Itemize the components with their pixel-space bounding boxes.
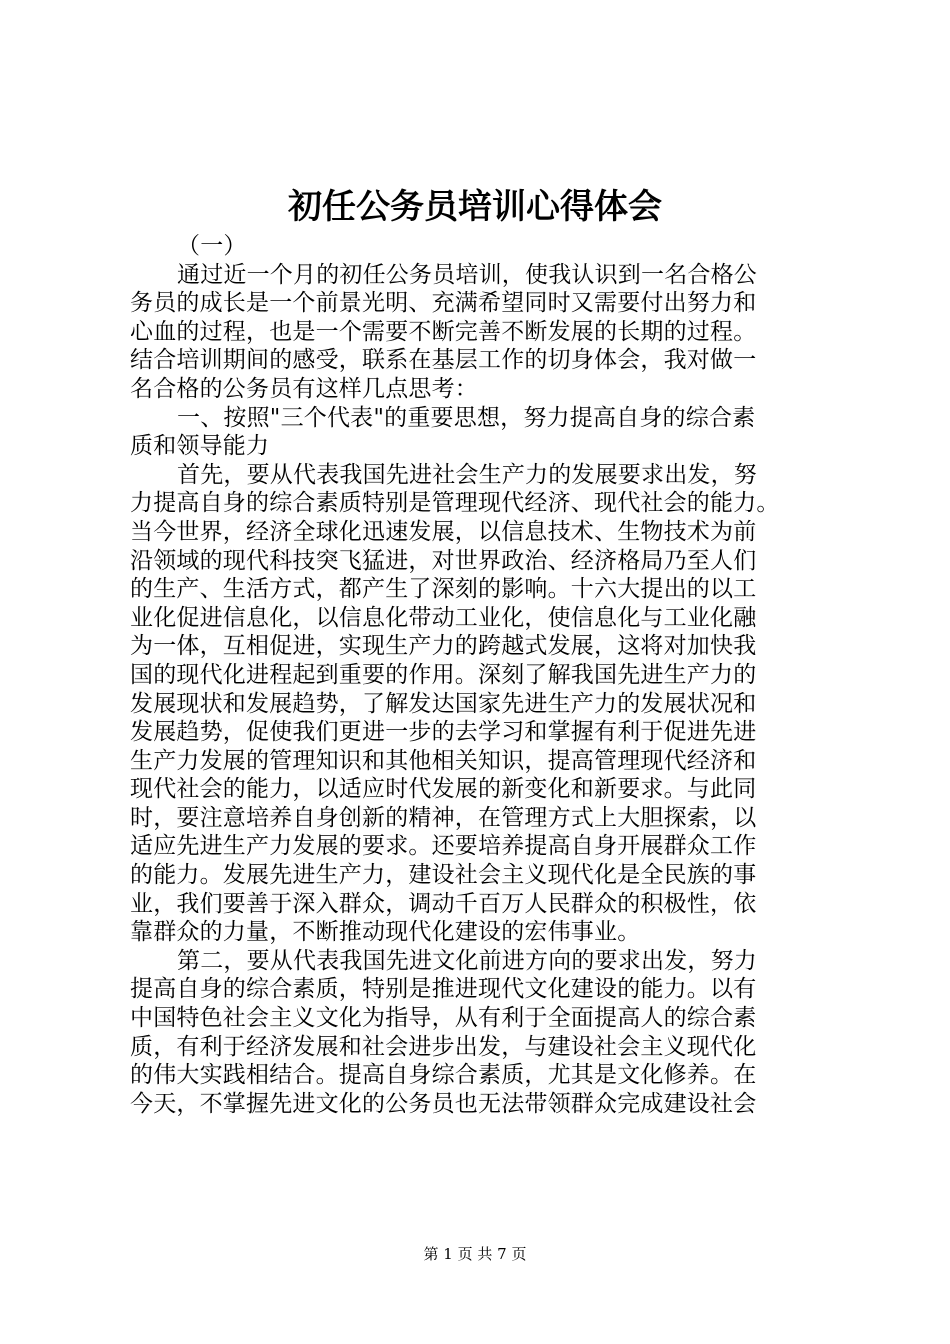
body-line: 靠群众的力量，不断推动现代化建设的宏伟事业。	[130, 919, 641, 946]
body-line: （一）	[177, 233, 247, 259]
body-line: 质，有利于经济发展和社会进步出发，与建设社会主义现代化	[130, 1033, 757, 1060]
body-line: 的生产、生活方式，都产生了深刻的影响。十六大提出的以工	[130, 576, 757, 603]
body-line: 现代社会的能力，以适应时代发展的新变化和新要求。与此同	[130, 776, 757, 803]
body-line: 生产力发展的管理知识和其他相关知识，提高管理现代经济和	[130, 747, 757, 774]
body-line: 业，我们要善于深入群众，调动千百万人民群众的积极性，依	[130, 890, 757, 917]
body-line: 发展趋势，促使我们更进一步的去学习和掌握有利于促进先进	[130, 719, 757, 746]
body-line: 名合格的公务员有这样几点思考：	[130, 375, 478, 402]
body-line: 的能力。发展先进生产力，建设社会主义现代化是全民族的事	[130, 862, 757, 889]
body-line: 力提高自身的综合素质特别是管理现代经济、现代社会的能力。	[130, 490, 780, 517]
body-line: 首先，要从代表我国先进社会生产力的发展要求出发，努	[177, 461, 757, 488]
document-body	[130, 232, 830, 1118]
body-line: 当今世界，经济全球化迅速发展，以信息技术、生物技术为前	[130, 518, 757, 545]
body-line: 质和领导能力	[130, 433, 270, 460]
body-line: 第二，要从代表我国先进文化前进方向的要求出发，努力	[177, 947, 757, 974]
body-line: 提高自身的综合素质，特别是推进现代文化建设的能力。以有	[130, 976, 757, 1003]
body-line: 通过近一个月的初任公务员培训，使我认识到一名合格公	[177, 261, 757, 288]
document-title: 初任公务员培训心得体会	[288, 187, 662, 227]
body-line: 时，要注意培养自身创新的精神，在管理方式上大胆探索，以	[130, 804, 757, 831]
body-line: 中国特色社会主义文化为指导，从有利于全面提高人的综合素	[130, 1005, 757, 1032]
body-line: 的伟大实践相结合。提高自身综合素质，尤其是文化修养。在	[130, 1062, 757, 1089]
page-indicator: 第 1 页 共 7 页	[423, 1245, 527, 1263]
body-line: 今天，不掌握先进文化的公务员也无法带领群众完成建设社会	[130, 1090, 757, 1117]
body-line: 一、按照"三个代表"的重要思想，努力提高自身的综合素	[177, 404, 756, 431]
body-line: 国的现代化进程起到重要的作用。深刻了解我国先进生产力的	[130, 661, 757, 688]
body-line: 发展现状和发展趋势，了解发达国家先进生产力的发展状况和	[130, 690, 757, 717]
body-line: 为一体，互相促进，实现生产力的跨越式发展，这将对加快我	[130, 633, 757, 660]
body-line: 适应先进生产力发展的要求。还要培养提高自身开展群众工作	[130, 833, 757, 860]
body-line: 心血的过程，也是一个需要不断完善不断发展的长期的过程。	[130, 318, 757, 345]
body-line: 沿领域的现代科技突飞猛进，对世界政治、经济格局乃至人们	[130, 547, 757, 574]
body-line: 业化促进信息化，以信息化带动工业化，使信息化与工业化融	[130, 604, 757, 631]
body-line: 务员的成长是一个前景光明、充满希望同时又需要付出努力和	[130, 290, 757, 317]
body-line: 结合培训期间的感受，联系在基层工作的切身体会，我对做一	[130, 347, 757, 374]
